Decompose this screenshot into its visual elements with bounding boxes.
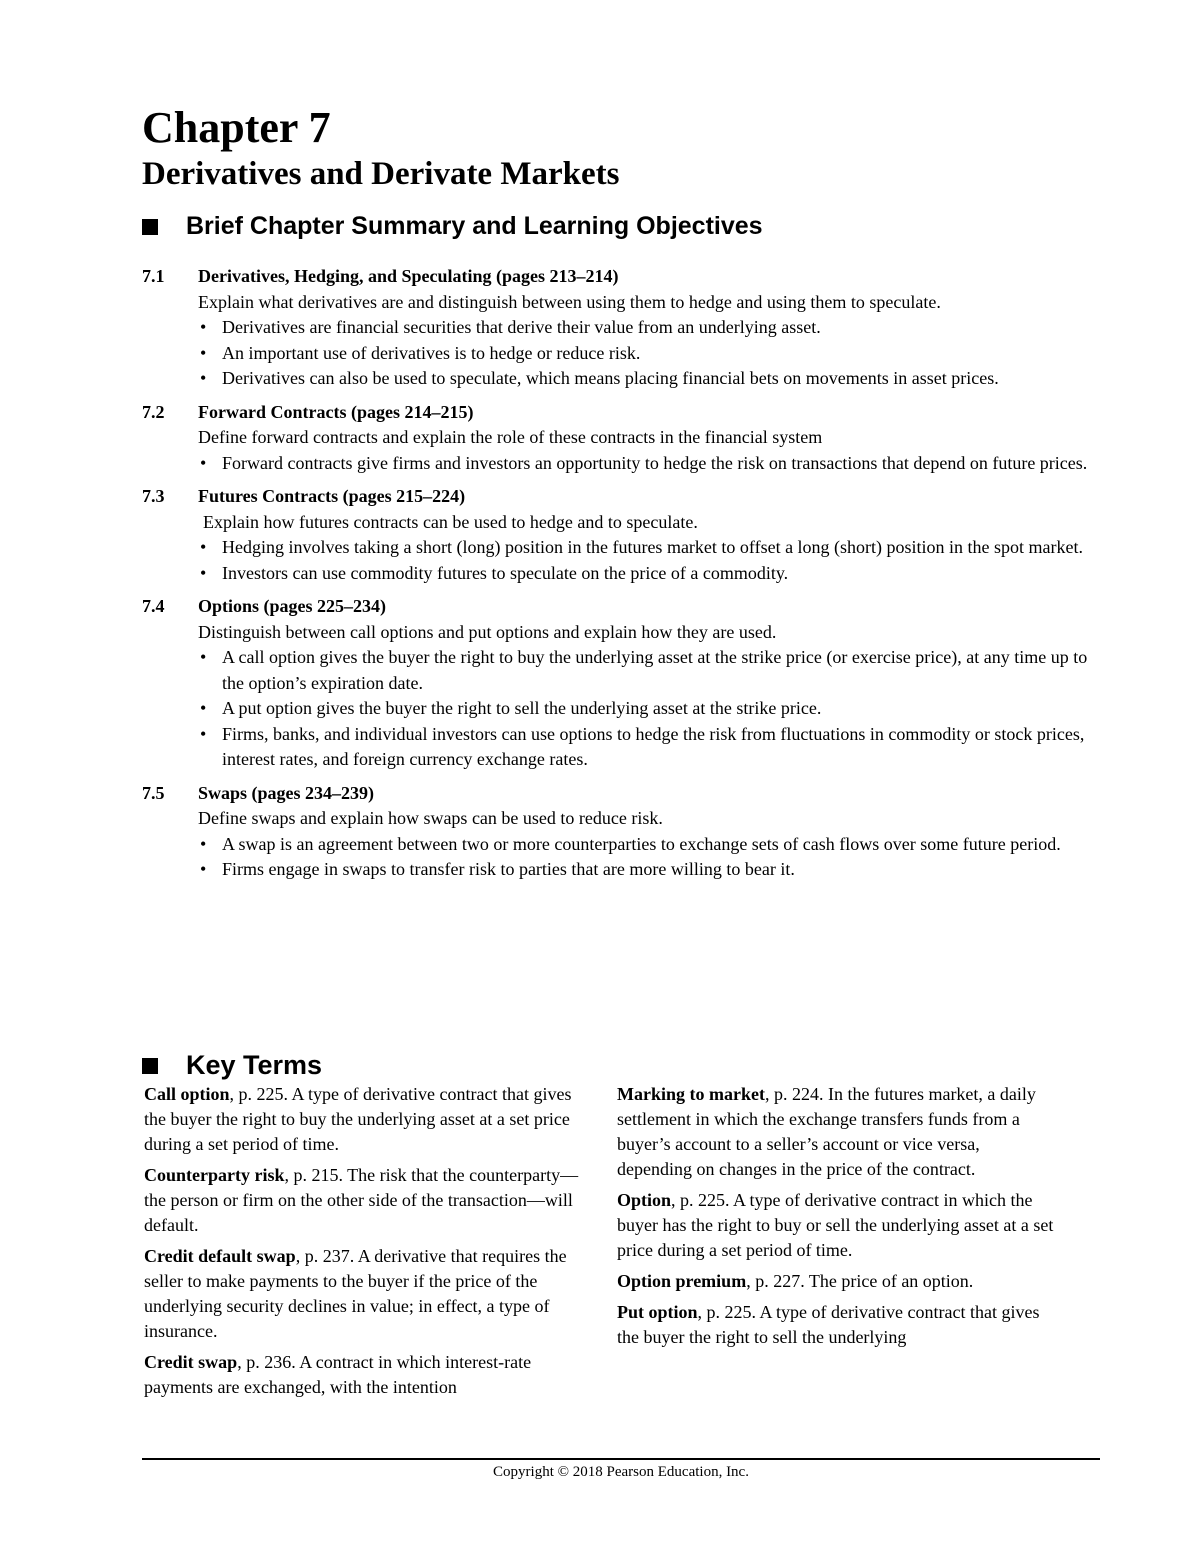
term-name: Call option — [144, 1084, 230, 1104]
objective-description: Explain how futures contracts can be used to hedge and to speculate. — [203, 511, 698, 532]
term-definition: , p. 237. A derivative that requires the seller to make payments to the buyer if the price of the underlying security declines in value; in effect, a type of insurance. — [144, 1246, 567, 1341]
key-term — [617, 1188, 1057, 1263]
objective-number: 7.3 — [142, 486, 165, 506]
objective-bullet: • Derivatives can also be used to speculate, which means placing financial bets on movements in asset prices. — [198, 366, 1102, 392]
key-term — [144, 1350, 584, 1400]
objective-description: Define swaps and explain how swaps can be used to reduce risk. — [198, 808, 663, 828]
term-definition: , p. 236. A contract in which interest-rate payments are exchanged, with the intention — [144, 1352, 532, 1397]
term-definition: , p. 227. The price of an option. — [746, 1271, 974, 1291]
objective-number: 7.5 — [142, 782, 165, 803]
objective-7-1 — [142, 264, 1102, 392]
objective-bullet: • Investors can use commodity futures to speculate on the price of a commodity. — [198, 561, 1102, 587]
term-name: Put option — [617, 1302, 698, 1322]
term-definition: , p. 225. A type of derivative contract that gives the buyer the right to sell the underlying — [617, 1302, 1040, 1347]
objective-7-3 — [142, 484, 1102, 586]
objective-bullet: • Hedging involves taking a short (long) position in the futures market to offset a long (short) position in the spot market. — [198, 535, 1102, 561]
objective-7-2 — [142, 400, 1102, 477]
term-definition: , p. 225. A type of derivative contract that gives the buyer the right to buy the underlying asset at a set price during a set period of time. — [144, 1084, 572, 1154]
term-name: Option premium — [617, 1271, 747, 1291]
objective-bullet: • A put option gives the buyer the right to sell the underlying asset at the strike price. — [198, 696, 1102, 722]
objective-title: Derivatives, Hedging, and Speculating (pages 213–214) — [198, 266, 619, 286]
objective-7-4 — [142, 594, 1102, 773]
key-term — [617, 1082, 1057, 1182]
key-term — [144, 1082, 584, 1157]
learning-objectives — [142, 264, 1102, 891]
objective-bullet: • Derivatives are financial securities that derive their value from an underlying asset. — [198, 315, 1102, 341]
term-definition: , p. 215. The risk that the counterparty—the person or firm on the other side of the transaction—will default. — [144, 1165, 579, 1235]
objective-title: Forward Contracts (pages 214–215) — [198, 401, 474, 422]
key-term — [144, 1244, 584, 1344]
objective-bullet: • Forward contracts give firms and investors an opportunity to hedge the risk on transactions that depend on future prices. — [198, 451, 1102, 477]
term-name: Credit swap — [144, 1352, 238, 1372]
objective-bullet: • A swap is an agreement between two or more counterparties to exchange sets of cash flows over some future period. — [198, 832, 1102, 858]
objective-title: Futures Contracts (pages 215–224) — [198, 486, 466, 506]
term-name: Counterparty risk — [144, 1165, 285, 1185]
key-terms-right-column — [617, 1082, 1057, 1356]
chapter-heading — [142, 104, 619, 194]
square-bullet-icon — [142, 1058, 158, 1074]
objective-bullet: • A call option gives the buyer the right to buy the underlying asset at the strike price (or exercise price), at any time up to the option’s expiration date. — [198, 645, 1102, 696]
objective-title: Options (pages 225–234) — [198, 596, 387, 616]
key-term — [144, 1163, 584, 1238]
objective-description: Distinguish between call options and put options and explain how they are used. — [198, 621, 777, 642]
key-term — [617, 1300, 1057, 1350]
footer-divider — [142, 1458, 1100, 1460]
objective-bullet: • Firms, banks, and individual investors can use options to hedge the risk from fluctuations in commodity or stock prices, interest rates, and foreign currency exchange rates. — [198, 722, 1102, 773]
objective-7-5 — [142, 781, 1102, 883]
objective-number: 7.4 — [142, 596, 165, 616]
objective-description: Define forward contracts and explain the role of these contracts in the financial system — [198, 427, 823, 447]
chapter-number: Chapter 7 — [142, 103, 331, 152]
footer-copyright: Copyright © 2018 Pearson Education, Inc. — [493, 1464, 749, 1480]
key-terms-heading — [142, 1050, 322, 1081]
term-name: Credit default swap — [144, 1246, 296, 1266]
objective-title: Swaps (pages 234–239) — [198, 782, 375, 803]
key-terms-heading-label: Key Terms — [186, 1050, 323, 1080]
term-name: Marking to market — [617, 1084, 765, 1104]
key-terms-left-column — [144, 1082, 584, 1406]
summary-heading — [142, 212, 763, 241]
chapter-title: Derivatives and Derivate Markets — [142, 156, 620, 192]
summary-heading-label: Brief Chapter Summary and Learning Objectives — [186, 212, 763, 240]
term-definition: , p. 225. A type of derivative contract in which the buyer has the right to buy or sell the underlying asset at a set price during a set period of time. — [617, 1190, 1054, 1260]
term-name: Option — [617, 1190, 672, 1210]
key-term — [617, 1269, 1057, 1294]
objective-bullet: • Firms engage in swaps to transfer risk to parties that are more willing to bear it. — [198, 857, 1102, 883]
term-definition: , p. 224. In the futures market, a daily settlement in which the exchange transfers funds from a buyer’s account to a seller’s account or vice versa, depending on changes in the price of the contract. — [617, 1084, 1036, 1179]
objective-description: Explain what derivatives are and distinguish between using them to hedge and using them to speculate. — [198, 291, 941, 312]
objective-number: 7.1 — [142, 266, 165, 286]
objective-bullet: • An important use of derivatives is to hedge or reduce risk. — [198, 341, 1102, 367]
square-bullet-icon — [142, 219, 158, 235]
objective-number: 7.2 — [142, 401, 165, 422]
